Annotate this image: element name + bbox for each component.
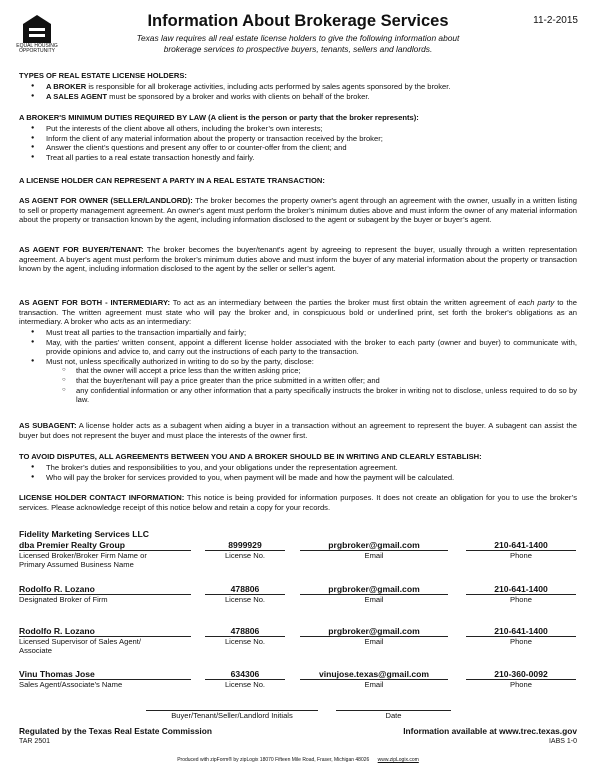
info-available: Information available at www.trec.texas.gov [403,726,577,736]
regulated-by: Regulated by the Texas Real Estate Commission [19,726,212,736]
license-label: License No. [224,680,266,689]
list-item: ● Treat all parties to a real estate transaction honestly and fairly. [30,153,577,163]
represent-heading: A LICENSE HOLDER CAN REPRESENT A PARTY IN A REAL ESTATE TRANSACTION: [19,176,325,185]
subagent-term: AS SUBAGENT: [19,421,77,430]
duties-heading: A BROKER'S MINIMUM DUTIES REQUIRED BY LAW (A client is the person or party that the broker represents): [19,113,419,122]
designated-broker-email-field[interactable]: prgbroker@gmail.com [328,584,420,594]
sales-agent-email-field[interactable]: vinujose.texas@gmail.com [318,669,430,679]
sales-agent-name-field[interactable]: Vinu Thomas Jose [19,669,95,679]
broker-firm-name-line-2[interactable]: dba Premier Realty Group [19,540,126,550]
supervisor-phone-field[interactable]: 210-641-1400 [494,626,548,636]
label-line: Associate [19,646,52,656]
ziplogix-link[interactable]: www.zipLogix.com [377,757,419,763]
both-text-2: to the transaction. The written agreement must state who will pay the broker and, in conspicuous bold or underlined print, set forth the broker's obligations as an intermediary. A broker who acts as an intermediary: [19,298,578,327]
supervisor-license-field[interactable]: 478806 [230,626,260,636]
list-item [30,92,577,102]
designated-broker-label: Designated Broker of Firm [19,595,108,604]
label-line: Licensed Broker/Broker Firm Name or [19,551,147,560]
iabs-version: IABS 1-0 [548,738,577,745]
subagent-paragraph [19,421,577,440]
list-item: ● The broker’s duties and responsibilities to you, and your obligations under the representation agreement. [30,463,577,473]
license-label: License No. [224,637,266,646]
broker-phone-field[interactable]: 210-641-1400 [494,540,548,550]
contact-paragraph [19,493,577,512]
label-line: Primary Assumed Business Name [19,560,134,570]
both-paragraph [19,298,577,327]
both-term: AS AGENT FOR BOTH - INTERMEDIARY: [19,298,171,307]
email-label: Email [364,595,384,604]
owner-text: The broker becomes the property owner's agent through an agreement with the owner, usually in a written listing to sell or property management agreement. An owner's agent must perform the broker’s minimum duties above and must inform the owner of any material information about the property or transaction known by the agent, including information disclosed to the agent or subagent by the buyer or buyer’s agent. [19,196,577,225]
list-item: ● Inform the client of any material information about the property or transaction received by the broker; [30,134,577,144]
sub-list-item: ○ that the buyer/tenant will pay a price greater than the price submitted in a written offer; and [62,376,577,386]
equal-housing-logo [16,13,58,54]
subtitle-line-2: brokerage services to prospective buyers, tenants, sellers and landlords. [163,44,433,54]
subagent-text: A license holder acts as a subagent when aiding a buyer in a transaction without an agreement to represent the buyer. A subagent can assist the buyer but does not represent the buyer and must place the interests of the owner first. [19,421,577,440]
owner-term: AS AGENT FOR OWNER (SELLER/LANDLORD): [19,196,193,205]
broker-license-field[interactable]: 8999929 [228,540,262,550]
disputes-list [30,463,577,482]
designated-broker-license-field[interactable]: 478806 [230,584,260,594]
license-label: License No. [224,551,266,560]
email-label: Email [364,551,384,560]
sub-list-item: ○ that the owner will accept a price less than the written asking price; [62,366,577,376]
list-item: ● Must treat all parties to the transaction impartially and fairly; [30,328,577,338]
produced-by [0,757,596,763]
both-list [30,328,577,405]
sub-list [46,366,577,404]
broker-email-field[interactable]: prgbroker@gmail.com [328,540,420,550]
supervisor-label [19,637,141,656]
produced-by-text: Produced with zipForm® by zipLogix 18070 Fifteen Mile Road, Fraser, Michigan 48026 [177,757,370,763]
list-item: ● Put the interests of the client above all others, including the broker’s own interests; [30,124,577,134]
phone-label: Phone [510,680,532,689]
supervisor-name-field[interactable]: Rodolfo R. Lozano [19,626,95,636]
initials-label: Buyer/Tenant/Seller/Landlord Initials [171,711,293,720]
broker-firm-name-line-1[interactable]: Fidelity Marketing Services LLC [19,529,149,539]
buyer-paragraph [19,245,577,274]
phone-label: Phone [510,637,532,646]
sales-agent-label: Sales Agent/Associate's Name [19,680,123,689]
agent-term: A SALES AGENT [46,91,108,101]
owner-paragraph [19,196,577,225]
designated-broker-name-field[interactable]: Rodolfo R. Lozano [19,584,95,594]
list-item-text: Must not, unless specifically authorized in writing to do so by the party, disclose: [46,356,314,366]
sub-list-item: ○ any confidential information or any other information that a party specifically instructs the broker in writing not to disclose, unless required to do so by law. [62,386,577,405]
date-label: Date [385,711,402,720]
contact-term: LICENSE HOLDER CONTACT INFORMATION: [19,493,185,502]
broker-name-label [19,551,147,570]
form-number: TAR 2501 [19,738,50,745]
list-item: ● May, with the parties' written consent, appoint a different license holder associated with the broker to each party (owner and buyer) to communicate with, provide opinions and advice to, and carry out the instructions of each party to the transaction. [30,338,577,357]
form-date: 11-2-2015 [533,15,578,26]
list-item [30,357,577,405]
license-label: License No. [224,595,266,604]
contact-text: This notice is being provided for information purposes. It does not create an obligation for you to use the broker’s services. Please acknowledge receipt of this notice below and retain a copy for your records. [19,493,577,512]
broker-text: is responsible for all brokerage activities, including acts performed by sales agents sponsored by the broker. [86,82,451,91]
both-text-em: each party [517,298,555,307]
duties-list [30,124,577,162]
page-title: Information About Brokerage Services [147,12,449,30]
subtitle-line-1: Texas law requires all real estate license holders to give the following information about [136,33,460,43]
broker-term: A BROKER [46,82,87,91]
disputes-heading: TO AVOID DISPUTES, ALL AGREEMENTS BETWEEN YOU AND A BROKER SHOULD BE IN WRITING AND CLEARLY ESTABLISH: [19,452,482,461]
email-label: Email [364,680,384,689]
types-list [30,82,577,101]
list-item: ● Answer the client’s questions and present any offer to or counter-offer from the client; and [30,143,577,153]
supervisor-email-field[interactable]: prgbroker@gmail.com [328,626,420,636]
types-heading: TYPES OF REAL ESTATE LICENSE HOLDERS: [19,71,187,80]
buyer-text: The broker becomes the buyer/tenant's agent by agreeing to represent the buyer, usually through a written representation agreement. A buyer's agent must perform the broker’s minimum duties above and must inform the buyer of any material information about the property or transaction known by the agent, including information disclosed to the agent by the seller or seller’s agent. [19,245,577,274]
list-item [30,82,577,92]
phone-label: Phone [510,551,532,560]
sales-agent-license-field[interactable]: 634306 [230,669,260,679]
phone-label: Phone [510,595,532,604]
email-label: Email [364,637,384,646]
label-line: Licensed Supervisor of Sales Agent/ [19,637,141,646]
buyer-term: AS AGENT FOR BUYER/TENANT: [19,245,144,254]
agent-text: must be sponsored by a broker and works with clients on behalf of the broker. [107,91,370,101]
logo-text: EQUAL HOUSING OPPORTUNITY [16,43,58,54]
sales-agent-phone-field[interactable]: 210-360-0092 [494,669,548,679]
designated-broker-phone-field[interactable]: 210-641-1400 [494,584,548,594]
subtitle [60,33,536,55]
list-item: ● Who will pay the broker for services provided to you, when payment will be made and how the payment will be calculated. [30,473,577,483]
both-text-1: To act as an intermediary between the parties the broker must first obtain the written agreement of [170,298,518,307]
